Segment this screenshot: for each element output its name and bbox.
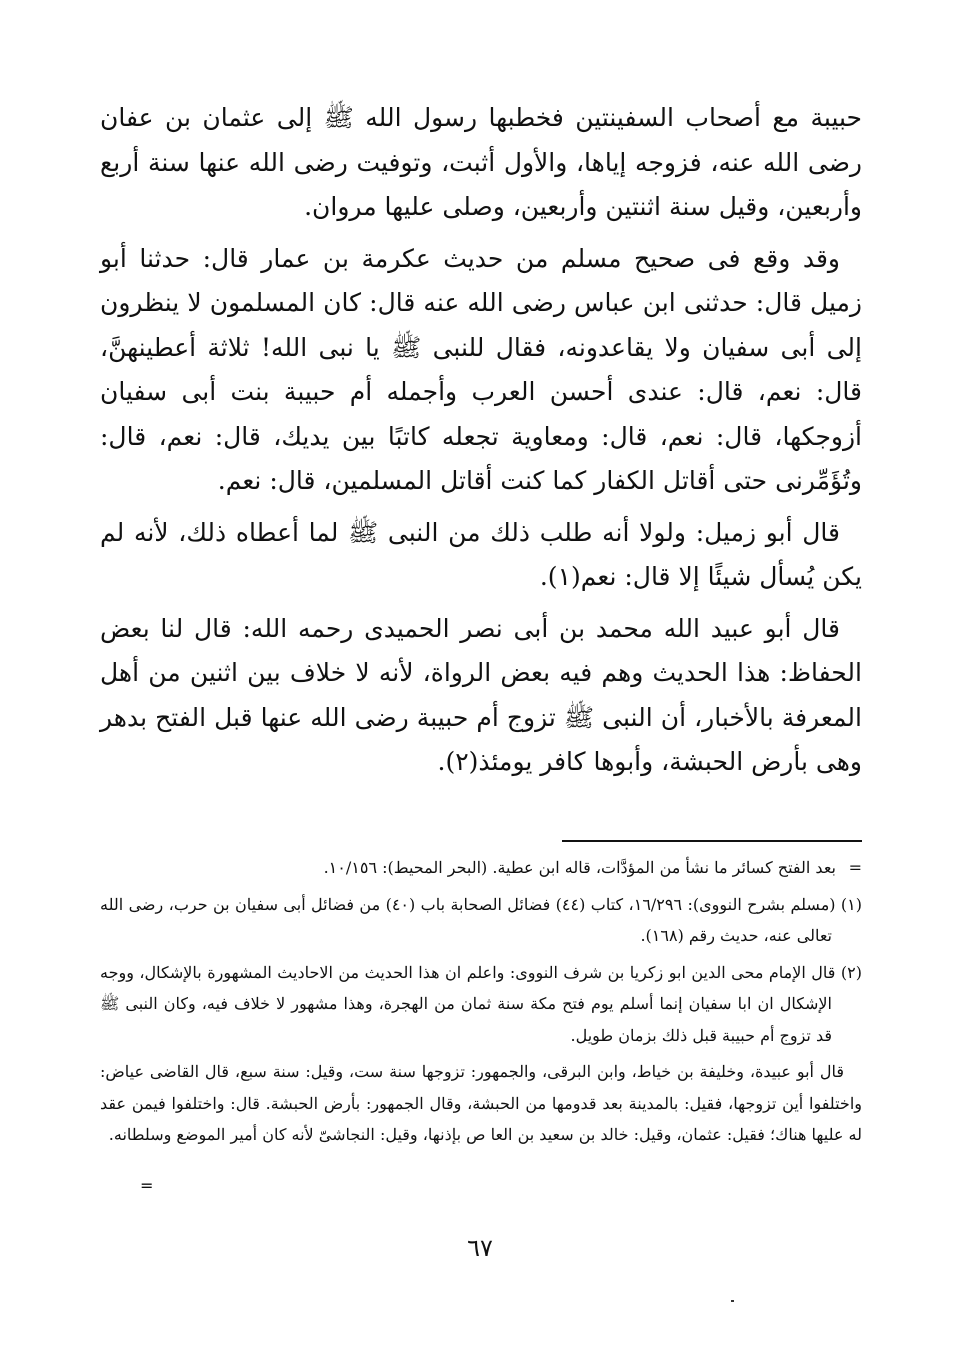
main-text — [100, 96, 862, 792]
footnote-separator — [562, 840, 862, 842]
footnote-1-text: (مسلم بشرح النووى): ١٦/٢٩٦، كتاب (٤٤) فضائل الصحابة باب (٤٠) من فضائل أبى سفيان بن حرب، رضى الله تعالى عنه، حديث رقم (١٦٨). — [100, 894, 836, 945]
footnote-2-continued: قال أبو عبيدة، وخليفة بن خياط، وابن البرقى، والجمهور: تزوجها سنة ست، وقيل: سنة سبع، قال القاضى عياض: واختلفوا أين تزوجها، فقيل: بالمدينة بعد قدومها من الحبشة، وقال الجمهور: بأرض الحبشة. قال: واختلفوا فيمن عقد له عليها هناك؛ فقيل: عثمان، وقيل: خالد بن سعيد بن العا ص بإذنها، وقيل: النجاشىّ لأنه كان أمير الموضع وسلطانه. — [100, 1062, 862, 1144]
footnote-2 — [100, 957, 862, 1052]
paragraph-4: قال أبو عبيد الله محمد بن أبى نصر الحميدى رحمه الله: قال لنا بعض الحفاظ: هذا الحديث وهم فيه بعض الرواة، لأنه لا خلاف بين اثنين من أهل المعرفة بالأخبار، أن النبى ﷺ تزوج أم حبيبة رضى الله عنها قبل الفتح بدهر وهى بأرض الحبشة، وأبوها كافر يومئذ(٢). — [100, 613, 862, 776]
footnote-trailing-mark: = — [140, 1176, 154, 1195]
paragraph-1: حبيبة مع أصحاب السفينتين فخطبها رسول الله ﷺ إلى عثمان بن عفان رضى الله عنه، فزوجه إياها، والأول أثبت، وتوفيت رضى الله عنها سنة أربع وأربعين، وقيل سنة اثنتين وأربعين، وصلى عليها مروان. — [100, 103, 862, 221]
footnote-2-text: قال الإمام محى الدين ابو زكريا بن شرف النووى: واعلم ان هذا الحديث من الاحاديث المشهورة بالإشكال، ووجه الإشكال ان ابا سفيان إنما أسلم يوم فتح مكة سنة ثمان من الهجرة، وهذا مشهور لا خلاف فيه، وكان النبى ﷺ قد تزوج أم حبيبة قبل ذلك بزمان طويل. — [100, 962, 836, 1045]
scan-speck — [731, 1300, 734, 1302]
footnote-2-marker: (٢) — [840, 962, 863, 982]
continuation-text: بعد الفتح كسائر ما نشأ من المؤدَّات، قاله ابن عطية. (البحر المحيط): ١٠/١٥٦. — [323, 858, 836, 877]
footnote-1-marker: (١) — [840, 894, 863, 914]
continuation-mark: = — [848, 858, 862, 877]
paragraph-3: قال أبو زميل: ولولا أنه طلب ذلك من النبى ﷺ لما أعطاه ذلك، لأنه لم يكن يُسأل شيئًا إلا قال: نعم(١). — [100, 517, 862, 591]
paragraph-2: وقد وقع فى صحيح مسلم من حديث عكرمة بن عمار قال: حدثنا أبو زميل قال: حدثنى ابن عباس رضى الله عنه قال: كان المسلمون لا ينظرون إلى أبى سفيان ولا يقاعدونه، فقال للنبى ﷺ يا نبى الله! ثلاثة أعطينهنَّ، قال: نعم، قال: عندى أحسن العرب وأجمله أم حبيبة بنت أبى سفيان أزوجكها، قال: نعم، قال: ومعاوية تجعله كاتبًا بين يديك، قال: نعم، قال: وتُؤَمِّرنى حتى أقاتل الكفار كما كنت أقاتل المسلمين، قال: نعم. — [100, 243, 862, 495]
footnote-1 — [100, 889, 862, 952]
page-number: ٦٧ — [467, 1234, 493, 1262]
footnote-continuation — [100, 852, 862, 884]
footnotes — [100, 852, 862, 1156]
